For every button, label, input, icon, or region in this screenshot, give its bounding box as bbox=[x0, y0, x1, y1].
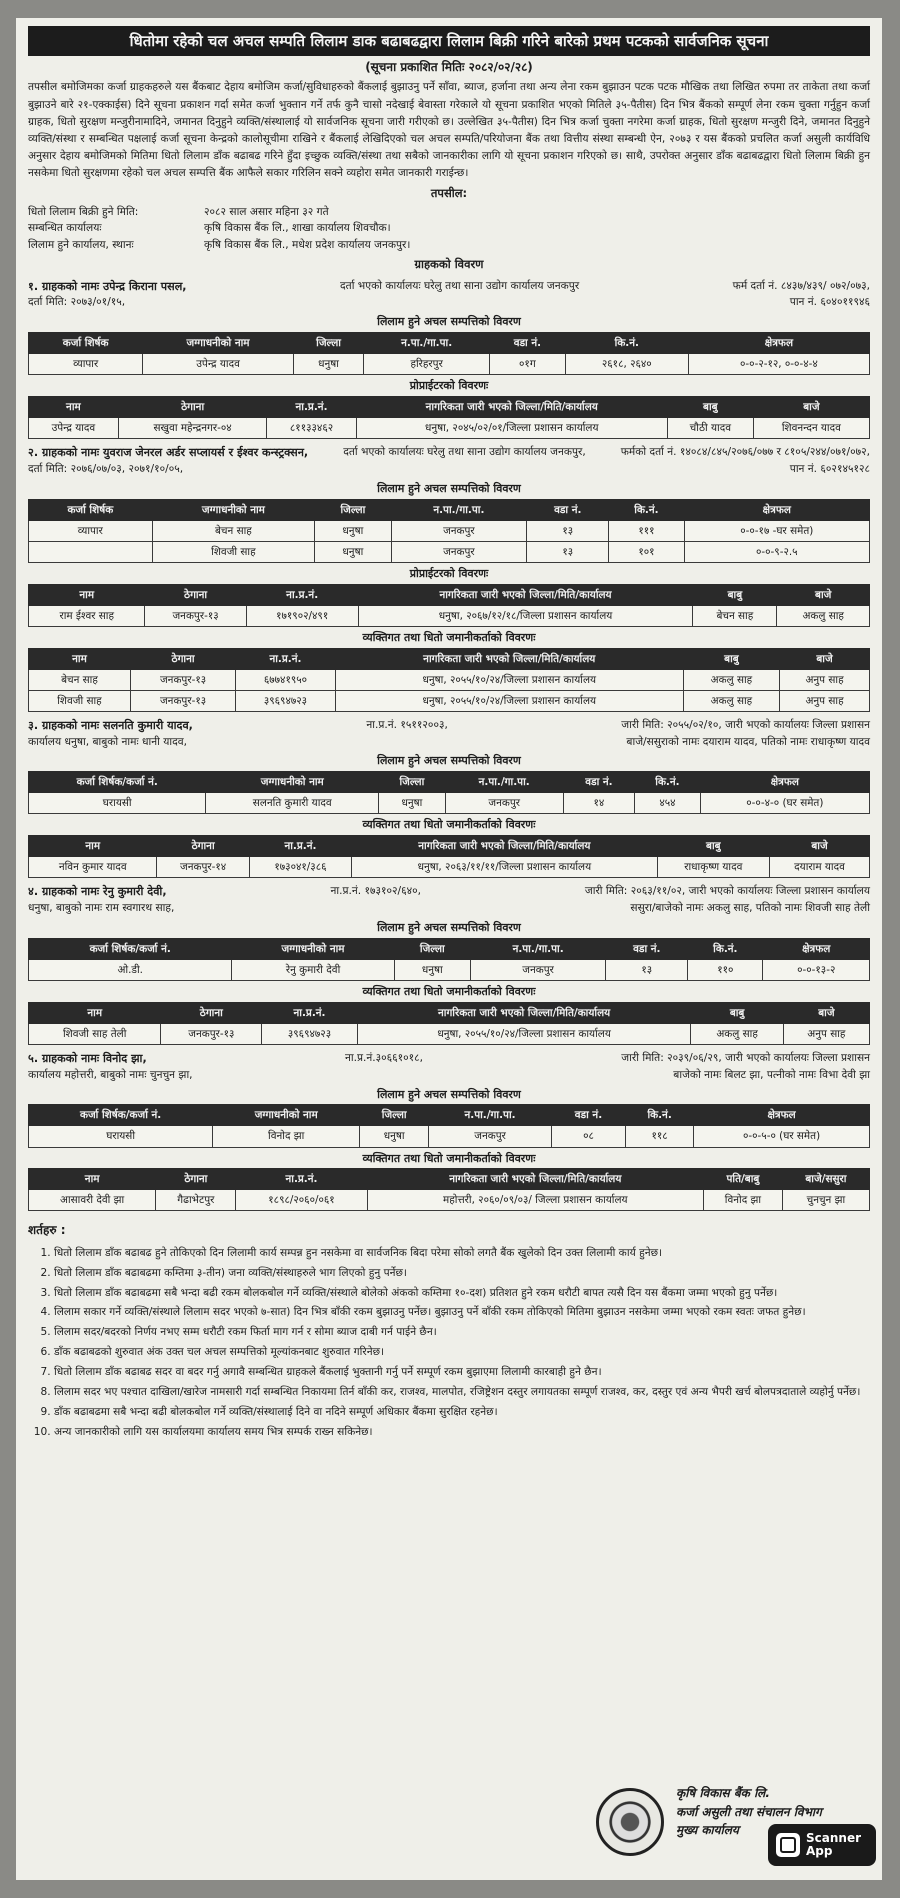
table-cell: ०-०-५-० (घर समेत) bbox=[694, 1126, 870, 1147]
watermark-line: Scanner bbox=[806, 1830, 861, 1845]
table-cell: विनोद झा bbox=[213, 1126, 360, 1147]
table-cell: राम ईश्वर साह bbox=[29, 605, 145, 626]
table-cell: विनोद झा bbox=[704, 1190, 783, 1211]
terms-list bbox=[28, 1245, 870, 1441]
table-cell: ४५४ bbox=[635, 793, 701, 814]
table-cell: ओ.डी. bbox=[29, 959, 232, 980]
customer-line-2 bbox=[28, 1068, 870, 1084]
table-cell: ०-०-१७ -घर समेत) bbox=[684, 520, 869, 541]
column-header: जग्गाधनीको नाम bbox=[143, 333, 293, 354]
column-header: ठेगाना bbox=[130, 648, 235, 669]
column-header: कि.नं. bbox=[626, 1105, 694, 1126]
column-header: वडा नं. bbox=[489, 333, 565, 354]
notice-paper bbox=[16, 18, 882, 1880]
table-cell: १३ bbox=[527, 541, 609, 562]
table-cell: अनुप साह bbox=[780, 690, 870, 711]
table-cell: जनकपुर bbox=[391, 520, 527, 541]
table-cell: शिवजी साह bbox=[152, 541, 315, 562]
signature-line: कृषि विकास बैंक लि. bbox=[676, 1786, 770, 1800]
column-header: न.पा./गा.पा. bbox=[391, 499, 527, 520]
table-cell: ०-०-९-२.५ bbox=[684, 541, 869, 562]
auction-date-row bbox=[28, 204, 870, 220]
table-cell: चौठी यादव bbox=[667, 418, 753, 439]
column-header: ठेगाना bbox=[145, 584, 246, 605]
proprietor-table bbox=[28, 396, 870, 439]
table-cell: रेनु कुमारी देवी bbox=[232, 959, 394, 980]
table-cell: ११० bbox=[688, 959, 763, 980]
column-header: ठेगाना bbox=[161, 1002, 262, 1023]
table-cell: ६७७४१९५० bbox=[236, 669, 336, 690]
table-cell: नविन कुमार यादव bbox=[29, 857, 157, 878]
table-cell: शिवजी साह bbox=[29, 690, 131, 711]
table-cell: ०-०-२-१२, ०-०-४-४ bbox=[688, 354, 869, 375]
table-cell: अकलु साह bbox=[683, 669, 779, 690]
table-cell: जनकपुर-१४ bbox=[157, 857, 249, 878]
table-cell: सलनति कुमारी यादव bbox=[206, 793, 379, 814]
table-cell: सखुवा महेन्द्रनगर-०४ bbox=[118, 418, 267, 439]
column-header: ठेगाना bbox=[157, 836, 249, 857]
bank-logo-seal bbox=[596, 1788, 664, 1856]
reg-no: फर्म दर्ता नं. ८४३७/४३९/ ०७२/०७३, bbox=[732, 279, 870, 292]
guarantor-table-title: व्यक्तिगत तथा धितो जमानीकर्ताको विवरणः bbox=[362, 1151, 536, 1165]
table-cell: धनुषा, २०५५/१०/२४/जिल्ला प्रशासन कार्यालय bbox=[357, 1023, 691, 1044]
column-header: बाजे bbox=[780, 648, 870, 669]
term-item: 2. धितो लिलाम डाँक बढाबढमा कम्तिमा ३-तीन) जना व्यक्ति/संस्थाहरुले भाग लिएको हुनु पर्नेछ। bbox=[54, 1265, 870, 1282]
column-header: वडा नं. bbox=[563, 772, 634, 793]
asset-table bbox=[28, 1104, 870, 1147]
table-cell: १७१९०२/४९१ bbox=[246, 605, 358, 626]
proprietor-table bbox=[28, 584, 870, 627]
header-row bbox=[29, 1002, 870, 1023]
customer-line-1 bbox=[28, 279, 870, 296]
customer-block bbox=[28, 718, 870, 879]
column-header: जिल्ला bbox=[293, 333, 364, 354]
table-cell: शिवनन्दन यादव bbox=[753, 418, 869, 439]
terms-section bbox=[28, 1221, 870, 1441]
table-cell: ०१ग bbox=[489, 354, 565, 375]
column-header: जग्गाधनीको नाम bbox=[213, 1105, 360, 1126]
header-row bbox=[29, 938, 870, 959]
asset-table bbox=[28, 938, 870, 981]
header-row bbox=[29, 1169, 870, 1190]
table-cell: १४ bbox=[563, 793, 634, 814]
asset-table bbox=[28, 771, 870, 814]
column-header: ना.प्र.नं. bbox=[262, 1002, 357, 1023]
column-header: कर्जा शिर्षक/कर्जा नं. bbox=[29, 938, 232, 959]
customer-name: ३. ग्राहकको नामः सलनति कुमारी यादव, bbox=[28, 718, 193, 732]
column-header: क्षेत्रफल bbox=[763, 938, 870, 959]
table-cell: हरिहरपुर bbox=[364, 354, 490, 375]
asset-table bbox=[28, 332, 870, 375]
column-header: न.पा./गा.पा. bbox=[445, 772, 563, 793]
reg-no: जारी मिति: २०६३/११/०२, जारी भएको कार्यालयः जिल्ला प्रशासन कार्यालय bbox=[584, 885, 870, 898]
pan-no: पान नं. ६०४०११९४६ bbox=[789, 296, 870, 309]
table-cell: १८९८/२०६०/०६१ bbox=[236, 1190, 367, 1211]
table-cell: बेचन साह bbox=[152, 520, 315, 541]
column-header: बाजे bbox=[783, 1002, 869, 1023]
table-cell: धनुषा, २०५५/१०/२४/जिल्ला प्रशासन कार्यालय bbox=[335, 690, 683, 711]
table-cell: धनुषा bbox=[379, 793, 445, 814]
customer-line-2 bbox=[28, 901, 870, 917]
table-cell: बेचन साह bbox=[693, 605, 777, 626]
label: सम्बन्धित कार्यालयः bbox=[28, 222, 102, 235]
column-header: नागरिकता जारी भएको जिल्ला/मिति/कार्यालय bbox=[357, 1002, 691, 1023]
customer-line-1 bbox=[28, 884, 870, 901]
column-header: जिल्ला bbox=[360, 1105, 429, 1126]
column-header: बाजे bbox=[770, 836, 870, 857]
column-header: बाबु bbox=[691, 1002, 783, 1023]
column-header: बाजे/ससुरा bbox=[782, 1169, 869, 1190]
column-header: ना.प्र.नं. bbox=[267, 397, 356, 418]
column-header: वडा नं. bbox=[606, 938, 688, 959]
table-row bbox=[29, 1023, 870, 1044]
column-header: पति/बाबु bbox=[704, 1169, 783, 1190]
auction-office-row bbox=[28, 237, 870, 253]
asset-table-title: लिलाम हुने अचल सम्पत्तिको विवरण bbox=[377, 1087, 521, 1101]
asset-table-title: लिलाम हुने अचल सम्पत्तिको विवरण bbox=[377, 921, 521, 935]
table-cell: जनकपुर-१३ bbox=[161, 1023, 262, 1044]
reg-date: कार्यालय धनुषा, बाबुको नामः धानी यादव, bbox=[28, 735, 188, 748]
table-cell: शिवजी साह तेली bbox=[29, 1023, 161, 1044]
notice-title: धितोमा रहेको चल अचल सम्पति लिलाम डाक बढाबढद्वारा लिलाम बिक्री गरिने बारेको प्रथम पटकको सार्वजनिक सूचना bbox=[28, 26, 870, 56]
pan-no: पान नं. ६०२१४५१२८ bbox=[789, 462, 870, 475]
table-row bbox=[29, 605, 870, 626]
column-header: कर्जा शिर्षक/कर्जा नं. bbox=[29, 772, 206, 793]
column-header: ना.प्र.नं. bbox=[249, 836, 351, 857]
column-header: न.पा./गा.पा. bbox=[429, 1105, 552, 1126]
column-header: जग्गाधनीको नाम bbox=[152, 499, 315, 520]
table-cell: अकलु साह bbox=[691, 1023, 783, 1044]
publish-date: (सूचना प्रकाशित मितिः २०८२/०२/२८) bbox=[365, 60, 533, 75]
table-row bbox=[29, 520, 870, 541]
table-cell: जनकपुर bbox=[429, 1126, 552, 1147]
column-header: क्षेत्रफल bbox=[684, 499, 869, 520]
term-item: 7. धितो लिलाम डाँक बढाबढ सदर वा बदर गर्नु अगावै सम्बन्धित ग्राहकले बैंकलाई भुक्तानी गर्नु पर्ने सम्पूर्ण रकम बुझाएमा लिलामी कारबाही हुने छैन। bbox=[54, 1364, 870, 1381]
column-header: नाम bbox=[29, 648, 131, 669]
column-header: वडा नं. bbox=[527, 499, 609, 520]
customer-name: ४. ग्राहकको नामः रेनु कुमारी देवी, bbox=[28, 885, 167, 899]
reg-no: फर्मको दर्ता नं. १४०८४/८४५/२०७६/०७७ र ८१०५/२४४/०७१/०७२, bbox=[620, 446, 870, 459]
column-header: कर्जा शिर्षक bbox=[29, 499, 153, 520]
table-row bbox=[29, 793, 870, 814]
table-cell: अनुप साह bbox=[783, 1023, 869, 1044]
header-row bbox=[29, 333, 870, 354]
value: कृषि विकास बैंक लि., शाखा कार्यालय शिवचौक। bbox=[204, 222, 391, 235]
column-header: ना.प्र.नं. bbox=[236, 648, 336, 669]
column-header: नागरिकता जारी भएको जिल्ला/मिति/कार्यालय bbox=[356, 397, 667, 418]
table-cell: १३ bbox=[606, 959, 688, 980]
column-header: बाबु bbox=[693, 584, 777, 605]
guarantor-table-title: व्यक्तिगत तथा धितो जमानीकर्ताको विवरणः bbox=[362, 984, 536, 998]
table-row bbox=[29, 857, 870, 878]
guarantor-table-title: व्यक्तिगत तथा धितो जमानीकर्ताको विवरणः bbox=[362, 818, 536, 832]
table-cell: धनुषा bbox=[315, 541, 391, 562]
customer-list bbox=[28, 279, 870, 1212]
column-header: जग्गाधनीको नाम bbox=[232, 938, 394, 959]
customer-line-1 bbox=[28, 718, 870, 735]
asset-table-title: लिलाम हुने अचल सम्पत्तिको विवरण bbox=[377, 481, 521, 495]
table-cell: राधाकृष्ण यादव bbox=[657, 857, 769, 878]
table-row bbox=[29, 669, 870, 690]
column-header: नागरिकता जारी भएको जिल्ला/मिति/कार्यालय bbox=[367, 1169, 703, 1190]
column-header: ठेगाना bbox=[118, 397, 267, 418]
table-cell: धनुषा, २०५५/१०/२४/जिल्ला प्रशासन कार्यालय bbox=[335, 669, 683, 690]
column-header: जिल्ला bbox=[394, 938, 470, 959]
table-cell: १०१ bbox=[609, 541, 684, 562]
customer-name: १. ग्राहकको नामः उपेन्द्र किराना पसल, bbox=[28, 279, 187, 293]
table-cell: जनकपुर bbox=[391, 541, 527, 562]
header-row bbox=[29, 648, 870, 669]
header-row bbox=[29, 499, 870, 520]
value: कृषि विकास बैंक लि., मधेश प्रदेश कार्यालय जनकपुर। bbox=[204, 238, 411, 251]
column-header: जग्गाधनीको नाम bbox=[206, 772, 379, 793]
reg-date: दर्ता मिति: २०७३/०१/१५, bbox=[28, 296, 126, 309]
table-cell: जनकपुर bbox=[445, 793, 563, 814]
table-cell: अनुप साह bbox=[780, 669, 870, 690]
table-cell: महोत्तरी, २०६०/०९/०३/ जिल्ला प्रशासन कार्यालय bbox=[367, 1190, 703, 1211]
guarantor-table bbox=[28, 1168, 870, 1211]
table-cell: धनुषा, २०६७/१२/१८/जिल्ला प्रशासन कार्यालय bbox=[358, 605, 693, 626]
column-header: क्षेत्रफल bbox=[694, 1105, 870, 1126]
table-cell: ०-०-१३-२ bbox=[763, 959, 870, 980]
guarantor-table bbox=[28, 835, 870, 878]
column-header: नागरिकता जारी भएको जिल्ला/मिति/कार्यालय bbox=[335, 648, 683, 669]
customer-name: ५. ग्राहकको नामः विनोद झा, bbox=[28, 1051, 147, 1065]
customer-line-2 bbox=[28, 735, 870, 751]
table-cell: ०८ bbox=[551, 1126, 625, 1147]
column-header: कि.नं. bbox=[609, 499, 684, 520]
pan-no: बाजे/ससुराको नामः दयाराम यादव, पतिको नामः राधाकृष्ण यादव bbox=[626, 735, 870, 748]
reg-date: धनुषा, बाबुको नामः राम स्वगारथ साह, bbox=[28, 902, 175, 915]
customer-line-1 bbox=[28, 1051, 870, 1068]
table-cell: ८११३३४६२ bbox=[267, 418, 356, 439]
footer bbox=[16, 1780, 882, 1870]
related-office-row bbox=[28, 220, 870, 236]
term-item: 9. डाँक बढाबढमा सबै भन्दा बढी बोलकबोल गर्ने व्यक्ति/संस्थालाई दिने वा नदिने सम्पूर्ण अधिकार बैंकमा सुरक्षित रहनेछ। bbox=[54, 1404, 870, 1421]
table-cell: व्यापार bbox=[29, 354, 143, 375]
table-cell: ३९६९४७२३ bbox=[236, 690, 336, 711]
table-cell: बेचन साह bbox=[29, 669, 131, 690]
table-cell: ११८ bbox=[626, 1126, 694, 1147]
table-cell: अकलु साह bbox=[777, 605, 870, 626]
reg-no: जारी मिति: २०३९/०६/२९, जारी भएको कार्यालयः जिल्ला प्रशासन bbox=[621, 1051, 870, 1064]
pan-no: बाजेको नामः बिलट झा, पत्नीको नामः विभा देवी झा bbox=[673, 1068, 870, 1081]
asset-table bbox=[28, 499, 870, 563]
column-header: नाम bbox=[29, 584, 145, 605]
table-cell: धनुषा bbox=[315, 520, 391, 541]
customer-name: २. ग्राहकको नामः युवराज जेनरल अर्डर सप्लायर्स र ईश्वर कन्स्ट्रक्सन, bbox=[28, 446, 309, 460]
guarantor-table bbox=[28, 648, 870, 712]
column-header: बाबु bbox=[667, 397, 753, 418]
customer-line-1 bbox=[28, 445, 870, 462]
customer-block bbox=[28, 1051, 870, 1212]
table-cell: घरायसी bbox=[29, 793, 206, 814]
table-cell: धनुषा bbox=[394, 959, 470, 980]
guarantor-table-title: व्यक्तिगत तथा धितो जमानीकर्ताको विवरणः bbox=[362, 630, 536, 644]
watermark-line: App bbox=[806, 1844, 833, 1858]
pan-no: ससुरा/बाजेको नामः अकलु साह, पतिको नामः शिवजी साह तेली bbox=[630, 902, 870, 915]
column-header: जिल्ला bbox=[379, 772, 445, 793]
term-item: 5. लिलाम सदर/बदरको निर्णय नभए सम्म धरौटी रकम फिर्ता माग गर्न र सोमा ब्याज दाबी गर्न पाईने छैन। bbox=[54, 1324, 870, 1341]
table-cell: उपेन्द्र यादव bbox=[29, 418, 119, 439]
column-header: कि.नं. bbox=[635, 772, 701, 793]
table-cell: जनकपुर bbox=[470, 959, 605, 980]
table-row bbox=[29, 1126, 870, 1147]
table-cell: दयाराम यादव bbox=[770, 857, 870, 878]
term-item: 1. धितो लिलाम डाँक बढाबढ हुने तोकिएको दिन लिलामी कार्य सम्पन्न हुन नसकेमा वा सार्वजनिक बिदा परेमा सोको लगतै बैंक खुलेको दिन उक्त लिलामी कार्य हुनेछ। bbox=[54, 1245, 870, 1262]
term-item: 8. लिलाम सदर भए पश्चात दाखिला/खारेज नामसारी गर्दा सम्बन्धित निकायमा तिर्न बाँकी कर, राजश्व, मालपोत, रजिष्ट्रेशन दस्तुर लगायतका सम्पूर्ण राजश्व, कर, दस्तुर एवं अन्य भैपरी खर्च बोलपत्रदाताले व्यहोर्नु पर्नेछ। bbox=[54, 1384, 870, 1401]
table-cell: धनुषा bbox=[293, 354, 364, 375]
table-row bbox=[29, 418, 870, 439]
table-row bbox=[29, 354, 870, 375]
label: धितो लिलाम बिक्री हुने मिति: bbox=[28, 205, 139, 218]
customer-line-2 bbox=[28, 295, 870, 311]
column-header: नाम bbox=[29, 836, 157, 857]
table-cell: चुनचुन झा bbox=[782, 1190, 869, 1211]
table-row bbox=[29, 959, 870, 980]
table-row bbox=[29, 690, 870, 711]
table-cell: आसावरी देवी झा bbox=[29, 1190, 156, 1211]
column-header: कि.नं. bbox=[688, 938, 763, 959]
table-cell: व्यापार bbox=[29, 520, 153, 541]
table-cell: उपेन्द्र यादव bbox=[143, 354, 293, 375]
column-header: बाबु bbox=[683, 648, 779, 669]
customer-block bbox=[28, 279, 870, 440]
table-cell: धनुषा bbox=[360, 1126, 429, 1147]
reg-office: दर्ता भएको कार्यालयः घरेलु तथा साना उद्योग कार्यालय जनकपुर, bbox=[343, 446, 586, 459]
column-header: क्षेत्रफल bbox=[688, 333, 869, 354]
table-cell: १७३०४१/३८६ bbox=[249, 857, 351, 878]
value: २०८२ साल असार महिना ३२ गते bbox=[204, 205, 329, 218]
term-item: 4. लिलाम सकार गर्ने व्यक्ति/संस्थाले लिलाम सदर भएको ७-सात) दिन भित्र बाँकी रकम बुझाउनु पर्नेछ। बुझाउनु पर्ने बाँकी रकम तोकिएको मितिमा बुझाउन नसकेमा जम्मा भएको रकम स्वतः जफत हुनेछ। bbox=[54, 1304, 870, 1321]
table-cell: १११ bbox=[609, 520, 684, 541]
table-cell: घरायसी bbox=[29, 1126, 213, 1147]
scanner-app-watermark bbox=[768, 1824, 876, 1866]
column-header: नाम bbox=[29, 1169, 156, 1190]
header-row bbox=[29, 1105, 870, 1126]
customer-block bbox=[28, 884, 870, 1045]
terms-heading: शर्तहरु : bbox=[28, 1223, 66, 1238]
table-cell: ०-०-४-० (घर समेत) bbox=[700, 793, 869, 814]
column-header: कि.नं. bbox=[565, 333, 688, 354]
column-header: ना.प्र.नं. bbox=[236, 1169, 367, 1190]
term-item: 3. धितो लिलाम डाँक बढाबढमा सबै भन्दा बढी रकम बोलकबोल गर्ने व्यक्ति/संस्थाले बोलेको अंकको कम्तिमा १०-दश) प्रतिशत हुने रकम धरौटी बापत त्यसै दिन यस बैंकमा जम्मा भएको हुनु पर्नेछ। bbox=[54, 1285, 870, 1302]
signature-line: मुख्य कार्यालय bbox=[676, 1823, 739, 1838]
column-header: बाजे bbox=[753, 397, 869, 418]
reg-office: ना.प्र.नं.३०६६१०१८, bbox=[344, 1051, 424, 1064]
proprietor-table-title: प्रोप्राईटरको विवरणः bbox=[409, 379, 489, 393]
header-row bbox=[29, 836, 870, 857]
column-header: बाबु bbox=[657, 836, 769, 857]
reg-date: कार्यालय महोत्तरी, बाबुको नामः चुनचुन झा, bbox=[28, 1068, 193, 1081]
asset-table-title: लिलाम हुने अचल सम्पत्तिको विवरण bbox=[377, 754, 521, 768]
reg-no: जारी मिति: २०५५/०२/१०, जारी भएको कार्यालयः जिल्ला प्रशासन bbox=[621, 718, 870, 731]
customer-line-2 bbox=[28, 462, 870, 478]
customer-block bbox=[28, 445, 870, 712]
signature-line: कर्जा असुली तथा संचालन विभाग bbox=[676, 1804, 822, 1819]
column-header: नागरिकता जारी भएको जिल्ला/मिति/कार्यालय bbox=[358, 584, 693, 605]
column-header: न.पा./गा.पा. bbox=[364, 333, 490, 354]
reg-date: दर्ता मिति: २०७६/०७/०३, २०७१/१०/०५, bbox=[28, 462, 184, 475]
table-cell: १३ bbox=[527, 520, 609, 541]
table-cell bbox=[29, 541, 153, 562]
reg-office: ना.प्र.नं. १७३१०२/६४०, bbox=[330, 885, 421, 898]
column-header: जिल्ला bbox=[315, 499, 391, 520]
customer-details-heading: ग्राहकको विवरण bbox=[414, 257, 484, 272]
reg-office: ना.प्र.नं. १५११२००३, bbox=[366, 718, 448, 731]
column-header: ठेगाना bbox=[156, 1169, 236, 1190]
table-cell: धनुषा, २०४५/०२/०१/जिल्ला प्रशासन कार्यालय bbox=[356, 418, 667, 439]
term-item: 6. डाँक बढाबढको शुरुवात अंक उक्त चल अचल सम्पत्तिको मूल्यांकनबाट शुरुवात गरिनेछ। bbox=[54, 1344, 870, 1361]
guarantor-table bbox=[28, 1002, 870, 1045]
column-header: वडा नं. bbox=[551, 1105, 625, 1126]
column-header: बाजे bbox=[777, 584, 870, 605]
table-cell: २६१८, २६४० bbox=[565, 354, 688, 375]
column-header: कर्जा शिर्षक bbox=[29, 333, 143, 354]
table-row bbox=[29, 541, 870, 562]
reg-office: दर्ता भएको कार्यालयः घरेलु तथा साना उद्योग कार्यालय जनकपुर bbox=[340, 279, 580, 292]
table-row bbox=[29, 1190, 870, 1211]
column-header: नाम bbox=[29, 397, 119, 418]
label: लिलाम हुने कार्यालय, स्थानः bbox=[28, 238, 134, 251]
asset-table-title: लिलाम हुने अचल सम्पत्तिको विवरण bbox=[377, 315, 521, 329]
column-header: न.पा./गा.पा. bbox=[470, 938, 605, 959]
scanner-icon bbox=[776, 1833, 800, 1857]
auction-info bbox=[28, 204, 870, 253]
table-cell: ३९६९४७२३ bbox=[262, 1023, 357, 1044]
table-cell: धनुषा, २०६३/११/११/जिल्ला प्रशासन कार्यालय bbox=[352, 857, 657, 878]
table-cell: जनकपुर-१३ bbox=[130, 669, 235, 690]
column-header: क्षेत्रफल bbox=[700, 772, 869, 793]
table-cell: अकलु साह bbox=[683, 690, 779, 711]
column-header: ना.प्र.नं. bbox=[246, 584, 358, 605]
proprietor-table-title: प्रोप्राईटरको विवरणः bbox=[409, 566, 489, 580]
table-cell: जनकपुर-१३ bbox=[145, 605, 246, 626]
tapsil-heading: तपसील: bbox=[430, 186, 468, 201]
column-header: नागरिकता जारी भएको जिल्ला/मिति/कार्यालय bbox=[352, 836, 657, 857]
header-row bbox=[29, 772, 870, 793]
header-row bbox=[29, 397, 870, 418]
table-cell: गैढाभेटपुर bbox=[156, 1190, 236, 1211]
column-header: कर्जा शिर्षक/कर्जा नं. bbox=[29, 1105, 213, 1126]
intro-paragraph: तपसील बमोजिमका कर्जा ग्राहकहरुले यस बैंकबाट देहाय बमोजिम कर्जा/सुविधाहरुको बैंकलाई बुझाउनु पर्ने साँवा, ब्याज, हर्जाना तथा अन्य लेना रकम बुझाउन पटक पटक मौखिक तथा लिखित रुपमा तर ताकेता तथा कर्जा बुझाउने बारे २१-एक्काईस) दिने सूचना प्रकाशन गर्दा समेत कर्जा भुक्तान गर्ने तर्फ कुनै चासो नदेखाई बेवास्ता गरेकाले यो सूचना प्रकाशित भएको मितिले ३५-पैतीस) दिन भित्र बैंकको सम्पूर्ण लेना रकम चुक्ता गर्नुहुन कर्जा ग्राहक, धितो सुरक्षण मन्जुरीनामादिने, जमानत दिनुहुने व्यक्ति/संस्थालाई यो सार्वजनिक सूचना जारी गरीएको छ। उल्लेखित ३५-पैतीस) दिन भित्र कर्जा चुक्ता नगरेमा कर्जा ग्राहक, धितो सुरक्षण मन्जुरी दिने, जमानत दिनुहुने व्यक्ति/संस्था र सम्बन्धित पक्षलाई कर्जा सूचना केन्द्रको कालोसूचीमा राखिने र बैंकलाई लेखिदिएको चल अचल सम्पति/परियोजना बैंक तथा वित्तीय संस्था सम्बन्धी ऐन, २०७३ र यस बैंकको प्रचलित कर्जा असुली कार्यविधि अनुसार देहाय बमोजिमको मितिमा धितो लिलाम डाँक बढाबढ गरिने हुँदा इच्छुक व्यक्ति/संस्था तथा सबैको जानकारीका लागि यो सूचना प्रकाशन गरिएको छ। साथै, उपरोक्त अनुसार डाँक बढाबढद्वारा धितो लिलाम बिक्री हुन नसकेमा धितो सुरक्षणमा रहेको चल अचल सम्पत्ति बैंक आफैले सकार गरिलिन सक्ने व्यहोरा समेत जानकारी गराईन्छ। bbox=[28, 81, 870, 180]
header-row bbox=[29, 584, 870, 605]
term-item: 10. अन्य जानकारीको लागि यस कार्यालयमा कार्यालय समय भित्र सम्पर्क राख्न सकिनेछ। bbox=[54, 1424, 870, 1441]
column-header: नाम bbox=[29, 1002, 161, 1023]
table-cell: जनकपुर-१३ bbox=[130, 690, 235, 711]
